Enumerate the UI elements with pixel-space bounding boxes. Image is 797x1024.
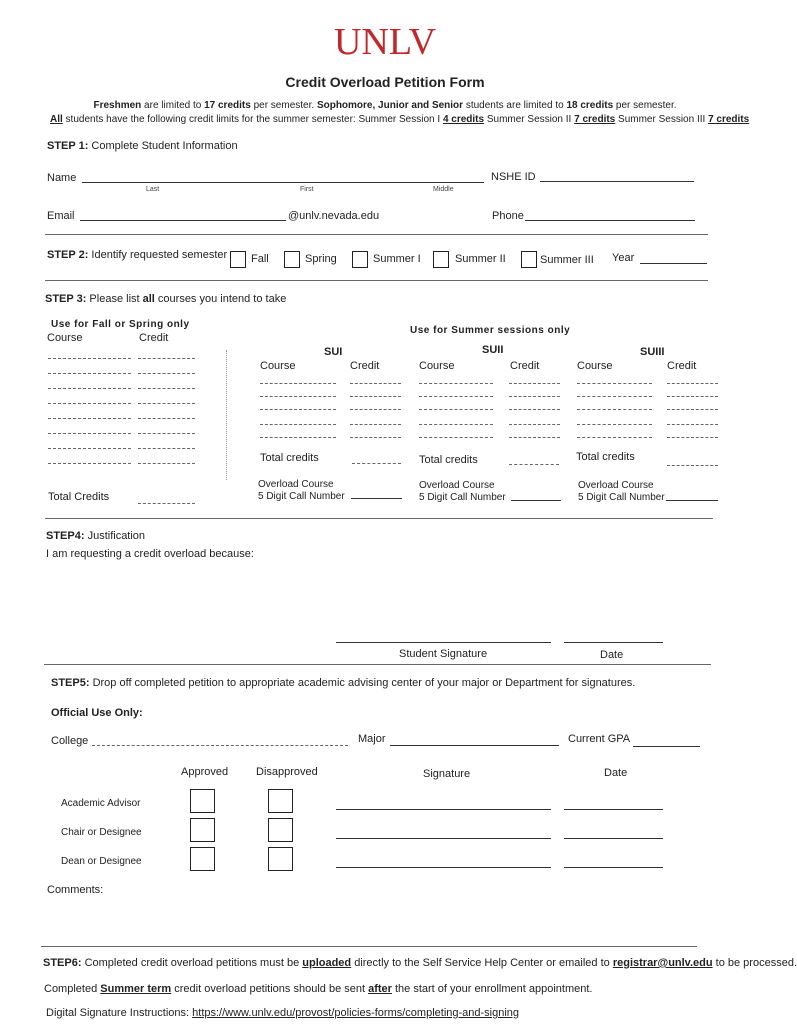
divider [44,664,711,665]
suiii-course-field[interactable] [577,396,652,397]
digital-signature-instructions: Digital Signature Instructions: https://www.unlv.edu/provost/policies-forms/completing-and-signing [46,1007,520,1019]
middle-name-caption: Middle [433,186,454,193]
fall-course-field[interactable] [48,388,131,389]
sui-credit-field[interactable] [350,396,401,397]
spring-label: Spring [305,253,337,265]
justification-prompt: I am requesting a credit overload because: [46,548,254,560]
suii-label: SUII [482,344,504,356]
disapproved-header: Disapproved [256,766,318,778]
fall-credit-field[interactable] [138,403,195,404]
suii-credit-field[interactable] [509,424,560,425]
summer-term-note: Completed Summer term credit overload petitions should be sent after the start of your enrollment appointment. [44,983,593,995]
step2-heading: STEP 2: Identify requested semester [47,249,228,261]
comments-area[interactable] [47,898,707,938]
approved-header: Approved [181,766,229,778]
fall-course-field[interactable] [48,448,131,449]
suii-credit-header: Credit [510,360,540,372]
divider [45,234,708,235]
suiii-overload-field[interactable] [666,500,718,501]
suiii-credit-field[interactable] [667,383,718,384]
step1-heading: STEP 1: Complete Student Information [47,140,238,152]
suiii-course-field[interactable] [577,437,652,438]
suii-course-field[interactable] [419,383,493,384]
academic-advisor-disapproved-checkbox[interactable] [268,789,293,813]
sui-course-field[interactable] [260,396,336,397]
fall-credit-field[interactable] [138,463,195,464]
fall-credit-field[interactable] [138,418,195,419]
column-divider [226,350,227,480]
digital-signature-link[interactable]: https://www.unlv.edu/provost/policies-forms/completing-and-signing [192,1007,520,1019]
divider [45,280,708,281]
current-gpa-label: Current GPA [568,733,631,745]
sui-credit-field[interactable] [350,424,401,425]
chair-or-designee-signature-field[interactable] [336,838,551,839]
suii-course-field[interactable] [419,409,493,410]
chair-or-designee-approved-checkbox[interactable] [190,818,215,842]
summer-i-label: Summer I [373,253,421,265]
phone-field[interactable] [525,220,695,221]
suiii-total-field[interactable] [667,465,718,466]
email-field[interactable] [80,220,286,221]
suiii-course-field[interactable] [577,383,652,384]
suiii-overload-label: Overload Course 5 Digit Call Number [578,480,665,503]
fall-course-field[interactable] [48,433,131,434]
dean-or-designee-signature-field[interactable] [336,867,551,868]
fall-spring-header: Use for Fall or Spring only [51,319,190,330]
email-domain: @unlv.nevada.edu [288,210,380,222]
dean-or-designee-disapproved-checkbox[interactable] [268,847,293,871]
dean-or-designee-date-field[interactable] [564,867,663,868]
fall-credit-field[interactable] [138,433,195,434]
suii-total-field[interactable] [509,464,559,465]
student-signature-field[interactable] [336,642,551,643]
step5-heading: STEP5: Drop off completed petition to appropriate academic advising center of your major or Department for signatures. [51,677,636,689]
spring-checkbox[interactable] [284,251,300,268]
fall-total-credits-label: Total Credits [48,491,110,503]
suii-credit-field[interactable] [509,437,560,438]
suii-credit-field[interactable] [509,409,560,410]
first-name-caption: First [300,186,314,193]
summer-i-checkbox[interactable] [352,251,368,268]
suii-course-field[interactable] [419,424,493,425]
sui-total-field[interactable] [352,463,401,464]
fall-credit-header: Credit [139,332,169,344]
suiii-course-field[interactable] [577,409,652,410]
unlv-logo: UNLV [333,21,437,63]
college-label: College [51,735,89,747]
registrar-email-link[interactable]: registrar@unlv.edu [612,957,713,969]
dean-or-designee-label: Dean or Designee [61,856,142,867]
sui-overload-label: Overload Course 5 Digit Call Number [258,479,345,502]
nshe-id-field[interactable] [540,181,694,182]
sui-course-field[interactable] [260,383,336,384]
suiii-credit-field[interactable] [667,409,718,410]
major-field[interactable] [390,745,559,746]
year-field[interactable] [640,263,707,264]
fall-credit-field[interactable] [138,358,195,359]
student-date-field[interactable] [564,642,663,643]
summer-iii-label: Summer III [540,254,594,266]
divider [41,946,697,947]
sui-credit-field[interactable] [350,437,401,438]
email-label: Email [47,210,75,222]
suii-credit-field[interactable] [509,396,560,397]
suii-credit-field[interactable] [509,383,560,384]
fall-checkbox[interactable] [230,251,246,268]
academic-advisor-approved-checkbox[interactable] [190,789,215,813]
suii-course-field[interactable] [419,396,493,397]
summer-header: Use for Summer sessions only [410,325,571,336]
step4-heading: STEP4: Justification [46,530,146,542]
fall-credit-field[interactable] [138,373,195,374]
sui-overload-field[interactable] [351,498,402,499]
name-field[interactable] [82,182,484,183]
summer-iii-checkbox[interactable] [521,251,537,268]
chair-or-designee-disapproved-checkbox[interactable] [268,818,293,842]
suii-overload-label: Overload Course 5 Digit Call Number [419,480,506,503]
chair-or-designee-date-field[interactable] [564,838,663,839]
major-label: Major [358,733,386,745]
name-label: Name [47,172,77,184]
summer-ii-label: Summer II [455,253,506,265]
suiii-credit-header: Credit [667,360,697,372]
fall-label: Fall [251,253,269,265]
sui-credit-field[interactable] [350,383,401,384]
sui-course-field[interactable] [260,409,336,410]
student-date-label: Date [600,649,624,661]
step3-heading: STEP 3: Please list all courses you intend to take [45,293,287,305]
fall-credit-field[interactable] [138,388,195,389]
suiii-course-field[interactable] [577,424,652,425]
suii-course-field[interactable] [419,437,493,438]
fall-course-field[interactable] [48,403,131,404]
chair-or-designee-label: Chair or Designee [61,827,142,838]
nshe-id-label: NSHE ID [491,171,536,183]
fall-course-field[interactable] [48,463,131,464]
fall-course-field[interactable] [48,418,131,419]
credit-limits-line-2: All students have the following credit limits for the summer semester: Summer Session I 4 credits Summer Session II 7 credits Summer Session III 7 credits [50,114,750,125]
suii-total-label: Total credits [419,454,478,466]
step6-heading: STEP6: Completed credit overload petitions must be uploaded directly to the Self Service Help Center or emailed to registrar@unlv.edu to be processed. [43,957,797,969]
suii-course-header: Course [419,360,455,372]
fall-course-field[interactable] [48,358,131,359]
comments-label: Comments: [47,884,104,896]
fall-total-credits-field[interactable] [138,503,195,504]
last-name-caption: Last [146,186,160,193]
justification-area[interactable] [46,565,706,635]
official-use-heading: Official Use Only: [51,707,143,719]
current-gpa-field[interactable] [633,746,700,747]
summer-ii-checkbox[interactable] [433,251,449,268]
divider [45,518,713,519]
suii-overload-field[interactable] [511,500,561,501]
suiii-total-label: Total credits [576,451,635,463]
credit-limits-line-1: Freshmen are limited to 17 credits per semester. Sophomore, Junior and Senior students are limited to 18 credits per semester. [93,100,677,111]
academic-advisor-label: Academic Advisor [61,798,141,809]
college-field[interactable] [92,745,348,746]
academic-advisor-signature-field[interactable] [336,809,551,810]
fall-course-header: Course [47,332,83,344]
signature-header: Signature [423,768,471,780]
academic-advisor-date-field[interactable] [564,809,663,810]
sui-course-field[interactable] [260,424,336,425]
suiii-credit-field[interactable] [667,396,718,397]
dean-or-designee-approved-checkbox[interactable] [190,847,215,871]
suiii-credit-field[interactable] [667,437,718,438]
suiii-course-header: Course [577,360,613,372]
sui-credit-header: Credit [350,360,380,372]
suiii-label: SUIII [640,346,665,358]
sui-total-label: Total credits [260,452,319,464]
fall-course-field[interactable] [48,373,131,374]
fall-credit-field[interactable] [138,448,195,449]
suiii-credit-field[interactable] [667,424,718,425]
sui-credit-field[interactable] [350,409,401,410]
phone-label: Phone [492,210,524,222]
form-title: Credit Overload Petition Form [285,74,485,90]
student-signature-label: Student Signature [399,648,488,660]
sui-course-field[interactable] [260,437,336,438]
sui-course-header: Course [260,360,296,372]
sui-label: SUI [324,346,343,358]
year-label: Year [612,252,635,264]
date-header: Date [604,767,628,779]
